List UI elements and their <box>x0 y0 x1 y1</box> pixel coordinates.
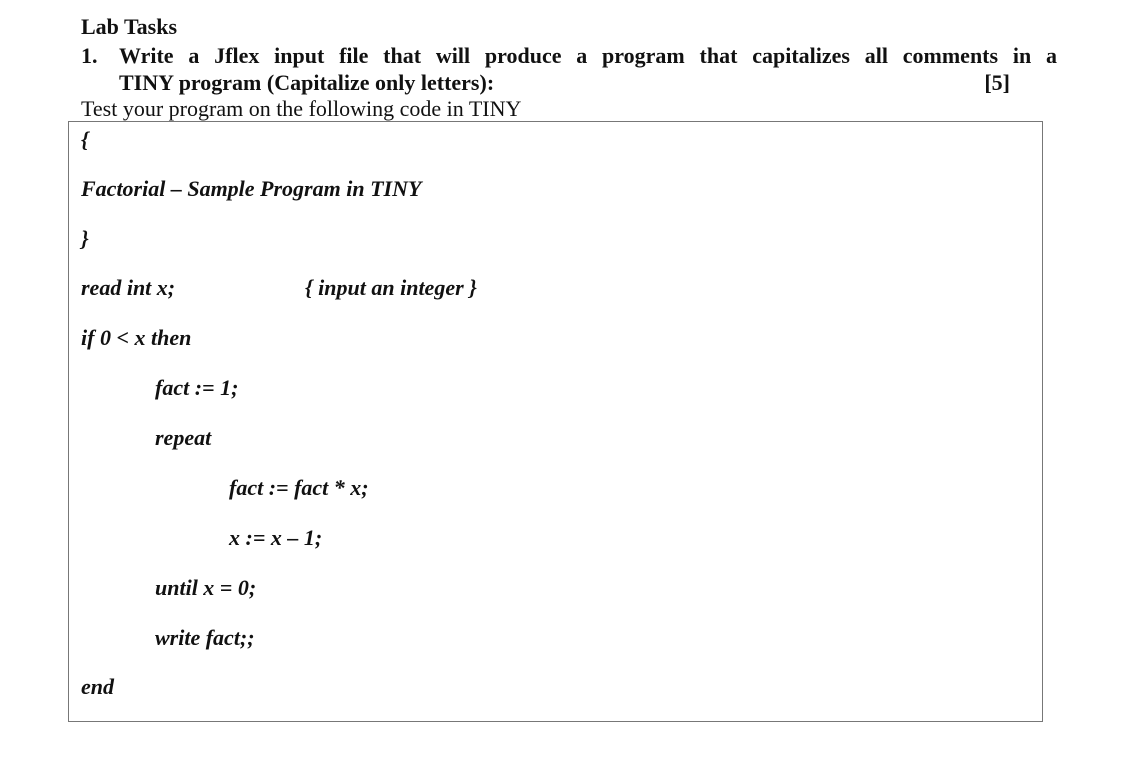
code-comment-title: Factorial – Sample Program in TINY <box>81 176 422 201</box>
code-fact-init: fact := 1; <box>155 375 239 400</box>
task-1 <box>81 42 1057 96</box>
task-marks: [5] <box>984 70 1010 95</box>
task-description-text: TINY program (Capitalize only letters): <box>119 70 495 95</box>
code-close-brace: } <box>81 226 89 251</box>
task-number: 1. <box>81 43 98 68</box>
code-block <box>68 121 1043 722</box>
code-x-decrement: x := x – 1; <box>229 525 323 550</box>
code-repeat: repeat <box>155 425 212 450</box>
code-write: write fact;; <box>155 625 255 650</box>
code-until: until x = 0; <box>155 575 257 600</box>
code-if-statement: if 0 < x then <box>81 325 192 350</box>
code-fact-multiply: fact := fact * x; <box>229 475 369 500</box>
code-read-comment: { input an integer } <box>305 275 477 300</box>
task-description-line-1: Write a Jflex input file that will produce a program that capitalizes all comments in a <box>119 43 1057 68</box>
code-end: end <box>81 674 114 699</box>
code-read-statement: read int x; <box>81 275 176 300</box>
test-instruction: Test your program on the following code in TINY <box>81 96 522 121</box>
page-heading: Lab Tasks <box>81 14 178 39</box>
code-open-brace: { <box>81 127 89 152</box>
task-description-line-2 <box>119 69 1057 96</box>
